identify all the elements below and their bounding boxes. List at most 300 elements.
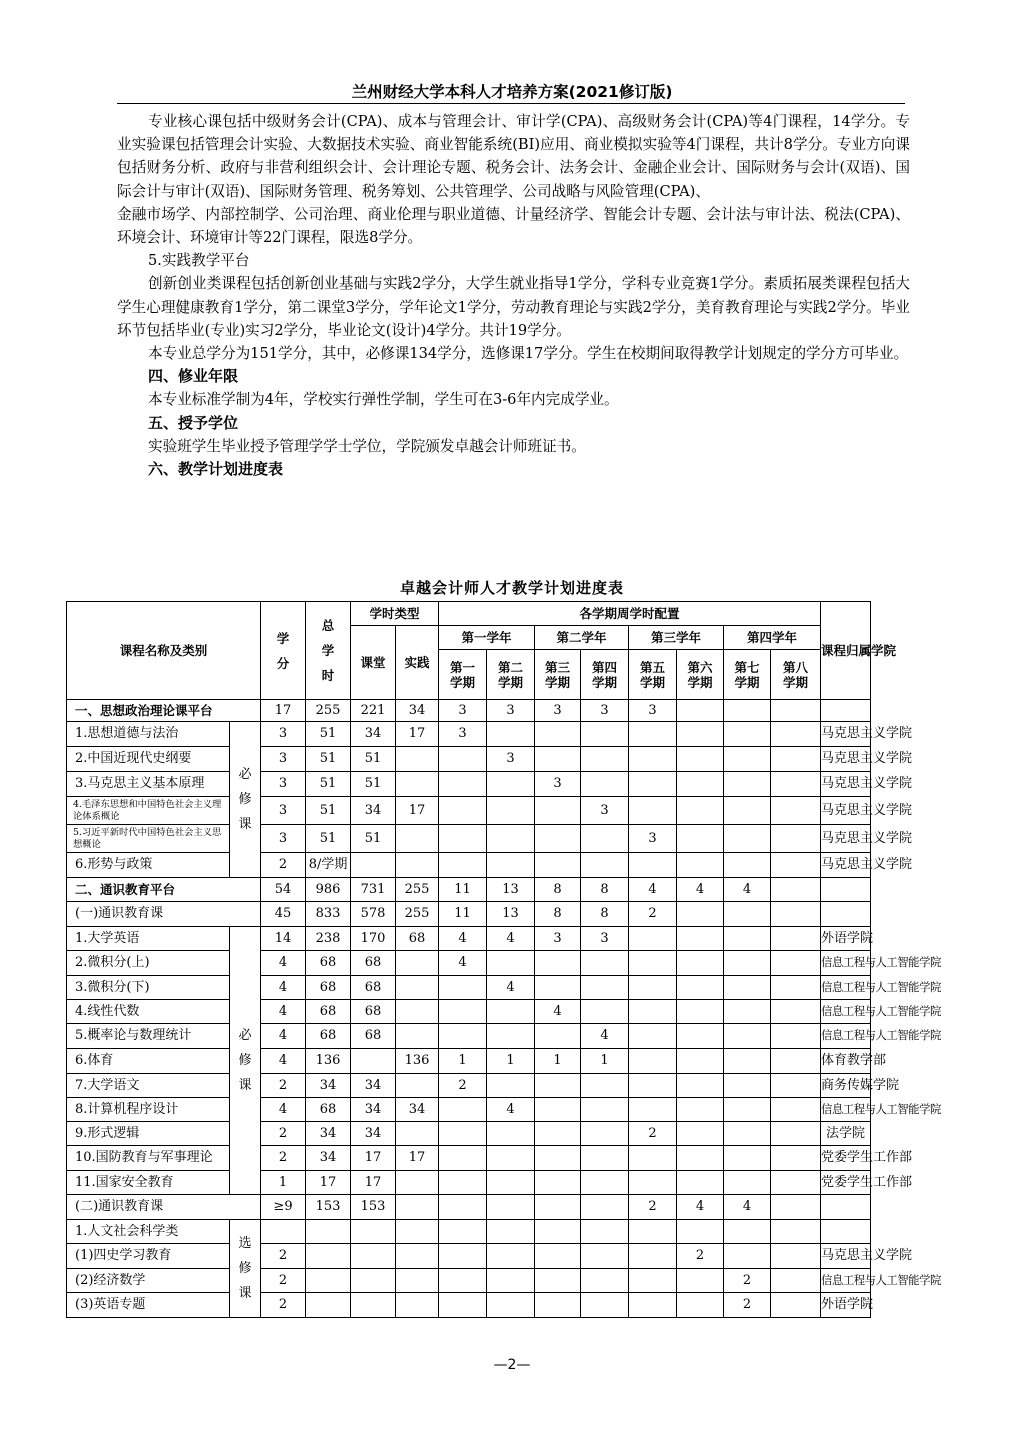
total-hours-cell: 68 <box>306 1000 351 1024</box>
practice-hours-cell: 255 <box>396 902 439 927</box>
course-name: 1.大学英语 <box>67 927 230 951</box>
heading-study-years: 四、修业年限 <box>148 367 239 386</box>
department-cell: 信息工程与人工智能学院 <box>821 1098 871 1122</box>
term-7-cell <box>724 797 771 825</box>
term-6-cell <box>677 700 724 722</box>
term-1-cell: 2 <box>439 1074 487 1098</box>
course-name: 6.形势与政策 <box>67 853 230 878</box>
header-term-4: 第四 学期 <box>581 650 629 700</box>
heading-teaching-plan: 六、教学计划进度表 <box>148 460 284 479</box>
term-5-cell: 3 <box>629 700 677 722</box>
term-8-cell <box>771 747 821 772</box>
term-3-cell <box>535 722 581 747</box>
credit-cell: 3 <box>261 722 306 747</box>
term-8-cell <box>771 951 821 976</box>
table-row <box>67 976 1000 1000</box>
paragraph-practice: 创新创业类课程包括创新创业基础与实践2学分，大学生就业指导1学分，学科专业竞赛1学分。素质拓展类课程包括大学生心理健康教育1学分，第二课堂3学分，学年论文1学分，劳动教育理论与实践2学分，美育教育理论与实践2学分。毕业环节包括毕业(专业)实习2学分，毕业论文(设计)4学分。共计19学分。 <box>117 275 910 339</box>
credit-cell: 2 <box>261 1244 306 1269</box>
classroom-hours-cell: 578 <box>351 902 396 927</box>
term-7-cell: 4 <box>724 878 771 902</box>
term-4-cell <box>581 722 629 747</box>
term-6-cell <box>677 927 724 951</box>
classroom-hours-cell: 34 <box>351 1074 396 1098</box>
term-6-cell <box>677 772 724 797</box>
department-cell <box>821 902 871 927</box>
term-2-cell <box>487 1074 535 1098</box>
table-row <box>67 1244 1000 1269</box>
table-row <box>67 700 1000 722</box>
term-3-cell <box>535 1146 581 1171</box>
term-4-cell <box>581 853 629 878</box>
term-5-cell <box>629 1293 677 1318</box>
term-2-cell <box>487 1220 535 1244</box>
table-row <box>67 927 1000 951</box>
credit-cell: 1 <box>261 1171 306 1195</box>
term-1-cell: 4 <box>439 951 487 976</box>
header-hour-type: 学时类型 <box>351 602 439 626</box>
total-hours-cell: 153 <box>306 1195 351 1220</box>
credit-cell <box>261 1220 306 1244</box>
classroom-hours-cell: 731 <box>351 878 396 902</box>
term-5-cell <box>629 1146 677 1171</box>
practice-hours-cell: 34 <box>396 1098 439 1122</box>
term-4-cell <box>581 747 629 772</box>
practice-hours-cell <box>396 1244 439 1269</box>
term-4-cell <box>581 1122 629 1146</box>
header-classroom: 课堂 <box>351 626 396 700</box>
department-cell: 信息工程与人工智能学院 <box>821 976 871 1000</box>
department-cell: 外语学院 <box>821 927 871 951</box>
term-6-cell <box>677 1000 724 1024</box>
term-4-cell <box>581 1098 629 1122</box>
term-1-cell <box>439 1269 487 1293</box>
total-hours-cell: 238 <box>306 927 351 951</box>
practice-hours-cell <box>396 1220 439 1244</box>
header-term-3: 第三 学期 <box>535 650 581 700</box>
course-name: 3.马克思主义基本原理 <box>67 772 230 797</box>
paragraph-total-credits: 本专业总学分为151学分，其中，必修课134学分，选修课17学分。学生在校期间取得教学计划规定的学分方可毕业。 <box>148 345 909 363</box>
table-row <box>67 853 1000 878</box>
term-8-cell <box>771 1171 821 1195</box>
practice-hours-cell <box>396 951 439 976</box>
term-1-cell <box>439 772 487 797</box>
practice-hours-cell <box>396 1024 439 1049</box>
term-7-cell: 4 <box>724 1195 771 1220</box>
department-cell: 党委学生工作部 <box>821 1171 871 1195</box>
term-6-cell <box>677 747 724 772</box>
credit-cell: 2 <box>261 1122 306 1146</box>
term-8-cell <box>771 1049 821 1074</box>
term-4-cell: 3 <box>581 927 629 951</box>
total-hours-cell: 17 <box>306 1171 351 1195</box>
term-4-cell <box>581 1293 629 1318</box>
paragraph-study-years: 本专业标准学制为4年，学校实行弹性学制，学生可在3-6年内完成学业。 <box>148 391 619 409</box>
classroom-hours-cell: 17 <box>351 1171 396 1195</box>
term-5-cell <box>629 1098 677 1122</box>
term-3-cell <box>535 853 581 878</box>
table-row <box>67 1171 1000 1195</box>
total-hours-cell: 34 <box>306 1074 351 1098</box>
term-4-cell <box>581 1000 629 1024</box>
term-7-cell: 2 <box>724 1269 771 1293</box>
course-name: 1.人文社会科学类 <box>67 1220 230 1244</box>
classroom-hours-cell: 68 <box>351 976 396 1000</box>
term-5-cell: 2 <box>629 1122 677 1146</box>
term-8-cell <box>771 1000 821 1024</box>
course-name: 4.线性代数 <box>67 1000 230 1024</box>
table-row <box>67 878 1000 902</box>
practice-hours-cell <box>396 976 439 1000</box>
document-header-title: 兰州财经大学本科人才培养方案(2021修订版) <box>351 83 673 101</box>
practice-hours-cell: 136 <box>396 1049 439 1074</box>
term-4-cell <box>581 1171 629 1195</box>
term-7-cell <box>724 1171 771 1195</box>
term-2-cell: 13 <box>487 878 535 902</box>
practice-hours-cell <box>396 1293 439 1318</box>
term-4-cell: 1 <box>581 1049 629 1074</box>
term-4-cell <box>581 951 629 976</box>
table-title: 卓越会计师人才教学计划进度表 <box>399 579 624 597</box>
term-5-cell <box>629 1171 677 1195</box>
total-hours-cell: 833 <box>306 902 351 927</box>
total-hours-cell <box>306 1293 351 1318</box>
term-2-cell <box>487 1146 535 1171</box>
term-1-cell: 11 <box>439 902 487 927</box>
term-3-cell: 4 <box>535 1000 581 1024</box>
term-1-cell <box>439 797 487 825</box>
department-cell: 马克思主义学院 <box>821 772 871 797</box>
term-1-cell <box>439 1146 487 1171</box>
term-8-cell <box>771 1074 821 1098</box>
term-2-cell: 13 <box>487 902 535 927</box>
total-hours-cell: 68 <box>306 1098 351 1122</box>
total-hours-cell: 68 <box>306 1024 351 1049</box>
term-7-cell <box>724 951 771 976</box>
classroom-hours-cell <box>351 1049 396 1074</box>
total-hours-cell: 34 <box>306 1122 351 1146</box>
table-row <box>67 1098 1000 1122</box>
term-2-cell <box>487 1244 535 1269</box>
total-hours-cell: 68 <box>306 951 351 976</box>
term-3-cell <box>535 1220 581 1244</box>
header-term-8: 第八 学期 <box>771 650 821 700</box>
term-4-cell <box>581 1146 629 1171</box>
term-2-cell: 3 <box>487 700 535 722</box>
term-2-cell <box>487 853 535 878</box>
term-6-cell <box>677 1293 724 1318</box>
term-3-cell <box>535 747 581 772</box>
term-3-cell: 8 <box>535 902 581 927</box>
category-elective-general: 选 修 课 <box>230 1220 261 1318</box>
total-hours-cell: 8/学期 <box>306 853 351 878</box>
term-1-cell <box>439 1220 487 1244</box>
table-row <box>67 772 1000 797</box>
term-8-cell <box>771 927 821 951</box>
total-hours-cell: 51 <box>306 772 351 797</box>
practice-hours-cell <box>396 1122 439 1146</box>
header-term-1: 第一 学期 <box>439 650 487 700</box>
term-7-cell <box>724 1146 771 1171</box>
header-year-4: 第四学年 <box>724 626 821 650</box>
header-term-config: 各学期周学时配置 <box>439 602 821 626</box>
credit-cell: 45 <box>261 902 306 927</box>
term-3-cell <box>535 1074 581 1098</box>
classroom-hours-cell: 221 <box>351 700 396 722</box>
total-hours-cell <box>306 1269 351 1293</box>
department-cell: 马克思主义学院 <box>821 797 871 825</box>
term-5-cell <box>629 1024 677 1049</box>
term-2-cell: 4 <box>487 927 535 951</box>
practice-hours-cell <box>396 1269 439 1293</box>
term-7-cell <box>724 722 771 747</box>
term-1-cell: 4 <box>439 927 487 951</box>
term-7-cell <box>724 825 771 853</box>
term-4-cell <box>581 1195 629 1220</box>
term-5-cell <box>629 1074 677 1098</box>
term-4-cell: 3 <box>581 700 629 722</box>
term-6-cell: 4 <box>677 878 724 902</box>
table-row <box>67 1122 1000 1146</box>
classroom-hours-cell <box>351 1220 396 1244</box>
term-1-cell <box>439 1024 487 1049</box>
department-cell: 马克思主义学院 <box>821 853 871 878</box>
department-cell: 信息工程与人工智能学院 <box>821 1024 871 1049</box>
term-5-cell <box>629 722 677 747</box>
total-hours-cell: 255 <box>306 700 351 722</box>
term-1-cell <box>439 1171 487 1195</box>
department-cell: 马克思主义学院 <box>821 825 871 853</box>
header-practice: 实践 <box>396 626 439 700</box>
term-3-cell <box>535 797 581 825</box>
course-name: 2.中国近现代史纲要 <box>67 747 230 772</box>
credit-cell: 3 <box>261 772 306 797</box>
credit-cell: 4 <box>261 1049 306 1074</box>
total-hours-cell: 136 <box>306 1049 351 1074</box>
practice-hours-cell: 68 <box>396 927 439 951</box>
header-rule <box>117 103 905 104</box>
term-2-cell <box>487 1195 535 1220</box>
course-name: 4.毛泽东思想和中国特色社会主义理论体系概论 <box>67 797 230 825</box>
term-6-cell <box>677 1122 724 1146</box>
term-1-cell <box>439 1195 487 1220</box>
term-5-cell <box>629 1000 677 1024</box>
total-hours-cell <box>306 1220 351 1244</box>
classroom-hours-cell <box>351 1293 396 1318</box>
term-1-cell: 11 <box>439 878 487 902</box>
term-7-cell <box>724 1244 771 1269</box>
department-cell: 马克思主义学院 <box>821 747 871 772</box>
header-course-name: 课程名称及类别 <box>67 602 261 700</box>
table-row <box>67 722 1000 747</box>
course-name: 11.国家安全教育 <box>67 1171 230 1195</box>
term-5-cell <box>629 797 677 825</box>
term-7-cell <box>724 700 771 722</box>
credit-cell: 3 <box>261 825 306 853</box>
term-7-cell <box>724 772 771 797</box>
term-7-cell <box>724 1049 771 1074</box>
term-7-cell <box>724 927 771 951</box>
term-3-cell: 8 <box>535 878 581 902</box>
term-8-cell <box>771 976 821 1000</box>
term-5-cell: 4 <box>629 878 677 902</box>
total-hours-cell <box>306 1244 351 1269</box>
department-cell: 党委学生工作部 <box>821 1146 871 1171</box>
term-2-cell: 3 <box>487 747 535 772</box>
table-row <box>67 1293 1000 1318</box>
credit-cell: 2 <box>261 1269 306 1293</box>
term-6-cell <box>677 1074 724 1098</box>
term-4-cell <box>581 1269 629 1293</box>
classroom-hours-cell: 34 <box>351 722 396 747</box>
term-8-cell <box>771 1024 821 1049</box>
practice-hours-cell <box>396 853 439 878</box>
term-4-cell: 3 <box>581 797 629 825</box>
term-8-cell <box>771 1269 821 1293</box>
department-cell <box>821 878 871 902</box>
term-4-cell <box>581 1220 629 1244</box>
term-6-cell <box>677 722 724 747</box>
header-year-1: 第一学年 <box>439 626 535 650</box>
term-7-cell <box>724 1098 771 1122</box>
term-1-cell <box>439 825 487 853</box>
term-7-cell <box>724 1024 771 1049</box>
term-2-cell: 1 <box>487 1049 535 1074</box>
term-2-cell <box>487 772 535 797</box>
term-2-cell: 4 <box>487 1098 535 1122</box>
term-1-cell <box>439 1293 487 1318</box>
practice-hours-cell <box>396 1171 439 1195</box>
paragraph-core-courses: 专业核心课包括中级财务会计(CPA)、成本与管理会计、审计学(CPA)、高级财务会计(CPA)等4门课程，14学分。专业实验课包括管理会计实验、大数据技术实验、商业智能系统(BI)应用、商业模拟实验等4门课程，共计8学分。专业方向课包括财务分析、政府与非营利组织会计、会计理论专题、税务会计、法务会计、金融企业会计、国际财务与会计(双语)、国际会计与审计(双语)、国际财务管理、税务筹划、公共管理学、公司战略与风险管理(CPA)、 <box>117 113 910 200</box>
term-8-cell <box>771 853 821 878</box>
term-4-cell <box>581 976 629 1000</box>
term-5-cell <box>629 1269 677 1293</box>
classroom-hours-cell: 34 <box>351 797 396 825</box>
term-6-cell <box>677 1024 724 1049</box>
practice-hours-cell: 255 <box>396 878 439 902</box>
term-3-cell <box>535 1293 581 1318</box>
term-5-cell <box>629 1220 677 1244</box>
table-row <box>67 1195 1000 1220</box>
term-1-cell: 3 <box>439 722 487 747</box>
term-3-cell <box>535 825 581 853</box>
practice-hours-cell <box>396 747 439 772</box>
term-5-cell: 2 <box>629 902 677 927</box>
category-required-politics: 必 修 课 <box>230 722 261 878</box>
credit-cell: ≥9 <box>261 1195 306 1220</box>
term-8-cell <box>771 825 821 853</box>
term-3-cell <box>535 1122 581 1146</box>
term-5-cell <box>629 951 677 976</box>
term-3-cell <box>535 1171 581 1195</box>
department-cell <box>821 1220 871 1244</box>
term-2-cell <box>487 722 535 747</box>
header-year-3: 第三学年 <box>629 626 724 650</box>
term-8-cell <box>771 700 821 722</box>
table-row <box>67 1024 1000 1049</box>
term-3-cell <box>535 1024 581 1049</box>
total-hours-cell: 51 <box>306 825 351 853</box>
heading-degree: 五、授予学位 <box>148 413 239 432</box>
term-3-cell <box>535 976 581 1000</box>
term-3-cell: 1 <box>535 1049 581 1074</box>
term-6-cell <box>677 1269 724 1293</box>
credit-cell: 4 <box>261 1024 306 1049</box>
term-7-cell <box>724 976 771 1000</box>
course-name: 2.微积分(上) <box>67 951 230 976</box>
term-8-cell <box>771 1220 821 1244</box>
term-5-cell <box>629 1244 677 1269</box>
term-2-cell <box>487 1293 535 1318</box>
header-term-7: 第七 学期 <box>724 650 771 700</box>
classroom-hours-cell: 68 <box>351 1000 396 1024</box>
term-3-cell: 3 <box>535 927 581 951</box>
term-2-cell <box>487 1024 535 1049</box>
term-6-cell <box>677 1098 724 1122</box>
term-7-cell <box>724 1000 771 1024</box>
credit-cell: 4 <box>261 976 306 1000</box>
course-name: 7.大学语文 <box>67 1074 230 1098</box>
course-name: 10.国防教育与军事理论 <box>67 1146 230 1171</box>
body-text <box>117 110 910 481</box>
category-required-general: 必 修 课 <box>230 927 261 1195</box>
header-year-2: 第二学年 <box>535 626 629 650</box>
course-name: 9.形式逻辑 <box>67 1122 230 1146</box>
term-6-cell <box>677 1049 724 1074</box>
department-cell: 信息工程与人工智能学院 <box>821 1000 871 1024</box>
header-term-2: 第二 学期 <box>487 650 535 700</box>
term-5-cell <box>629 927 677 951</box>
term-1-cell <box>439 976 487 1000</box>
classroom-hours-cell: 153 <box>351 1195 396 1220</box>
term-6-cell <box>677 825 724 853</box>
total-hours-cell: 51 <box>306 797 351 825</box>
term-3-cell <box>535 1195 581 1220</box>
term-8-cell <box>771 1098 821 1122</box>
term-5-cell <box>629 747 677 772</box>
total-hours-cell: 51 <box>306 722 351 747</box>
course-name: 1.思想道德与法治 <box>67 722 230 747</box>
term-2-cell <box>487 1269 535 1293</box>
term-6-cell: 2 <box>677 1244 724 1269</box>
table-row <box>67 902 1000 927</box>
table-row <box>67 747 1000 772</box>
term-5-cell <box>629 772 677 797</box>
term-8-cell <box>771 878 821 902</box>
term-4-cell: 8 <box>581 878 629 902</box>
table-row <box>67 797 1000 825</box>
credit-cell: 4 <box>261 951 306 976</box>
practice-hours-cell: 17 <box>396 797 439 825</box>
term-5-cell <box>629 1049 677 1074</box>
term-4-cell <box>581 825 629 853</box>
header-term-6: 第六 学期 <box>677 650 724 700</box>
term-6-cell: 4 <box>677 1195 724 1220</box>
term-7-cell <box>724 1220 771 1244</box>
classroom-hours-cell: 51 <box>351 772 396 797</box>
credit-cell: 4 <box>261 1000 306 1024</box>
term-8-cell <box>771 772 821 797</box>
credit-cell: 4 <box>261 1098 306 1122</box>
table-row <box>67 1049 1000 1074</box>
course-name: (1)四史学习教育 <box>67 1244 230 1269</box>
course-name: 8.计算机程序设计 <box>67 1098 230 1122</box>
term-1-cell <box>439 1244 487 1269</box>
term-7-cell: 2 <box>724 1293 771 1318</box>
credit-cell: 14 <box>261 927 306 951</box>
course-name: 3.微积分(下) <box>67 976 230 1000</box>
term-1-cell <box>439 747 487 772</box>
header-department: 课程归属学院 <box>821 602 871 700</box>
